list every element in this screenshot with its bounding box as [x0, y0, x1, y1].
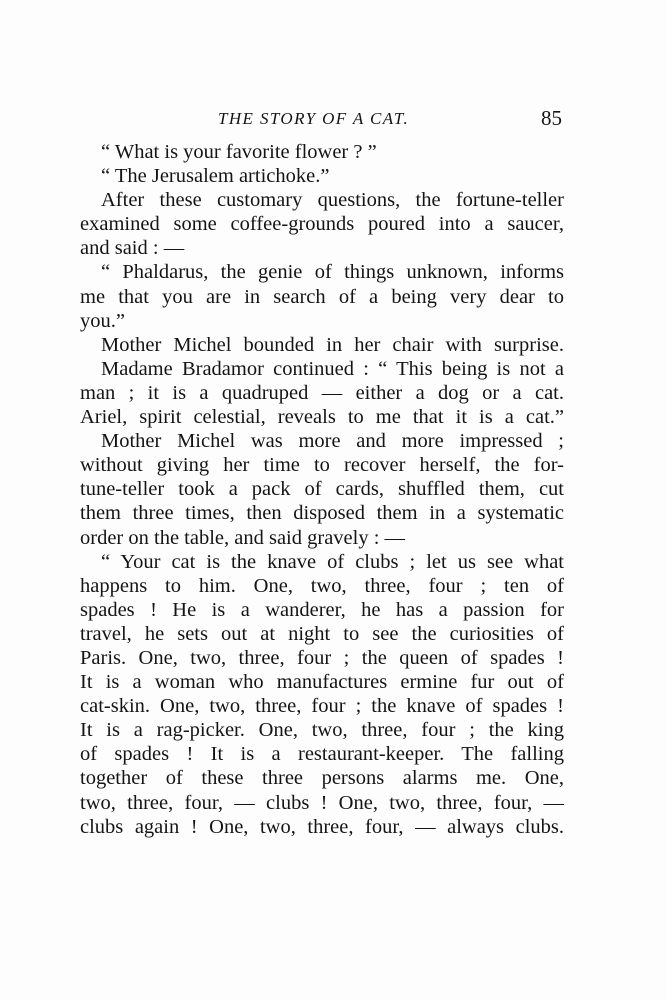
text-line: Madame Bradamor continued : “ This being is not a: [101, 357, 564, 380]
text-line: me that you are in search of a being very dear to: [80, 285, 564, 308]
text-line: together of these three persons alarms me. One,: [80, 767, 564, 790]
text-line: order on the table, and said gravely : —: [80, 526, 406, 549]
text-line: It is a woman who manufactures ermine fur out of: [80, 671, 564, 694]
text-line: travel, he sets out at night to see the curiosities of: [80, 622, 564, 645]
running-head: [80, 106, 564, 136]
text-line: them three times, then disposed them in a systematic: [80, 502, 564, 525]
text-line: two, three, four, — clubs ! One, two, three, four, —: [80, 791, 564, 814]
text-line: tune-teller took a pack of cards, shuffled them, cut: [80, 478, 564, 501]
text-line: After these customary questions, the fortune-teller: [101, 189, 564, 212]
body-text: [80, 140, 564, 839]
text-line: without giving her time to recover herself, the for-: [80, 454, 564, 477]
text-line: “ Phaldarus, the genie of things unknown, informs: [101, 261, 564, 284]
text-line: “ The Jerusalem artichoke.”: [101, 165, 330, 188]
text-line: examined some coffee-grounds poured into a saucer,: [80, 213, 564, 236]
text-line: clubs again ! One, two, three, four, — always clubs.: [80, 815, 564, 838]
text-line: Ariel, spirit celestial, reveals to me that it is a cat.”: [80, 406, 564, 429]
text-line: Paris. One, two, three, four ; the queen of spades !: [80, 646, 564, 669]
text-line: man ; it is a quadruped — either a dog or a cat.: [80, 381, 564, 404]
text-line: Mother Michel was more and more impressed ;: [101, 430, 564, 453]
text-line: “ Your cat is the knave of clubs ; let us see what: [101, 550, 564, 573]
text-line: “ What is your favorite flower ? ”: [101, 141, 377, 163]
text-line: of spades ! It is a restaurant-keeper. The falling: [80, 743, 564, 766]
text-line: happens to him. One, two, three, four ; ten of: [80, 574, 564, 597]
text-line: you.”: [80, 309, 125, 332]
text-line: Mother Michel bounded in her chair with surprise.: [101, 333, 564, 356]
text-line: spades ! He is a wanderer, he has a passion for: [80, 598, 564, 621]
text-line: cat-skin. One, two, three, four ; the knave of spades !: [80, 695, 564, 718]
text-line: It is a rag-picker. One, two, three, four ; the king: [80, 719, 564, 742]
running-title: THE STORY OF A CAT.: [218, 109, 410, 128]
page-number: 85: [541, 106, 562, 130]
text-line: and said : —: [80, 237, 185, 260]
